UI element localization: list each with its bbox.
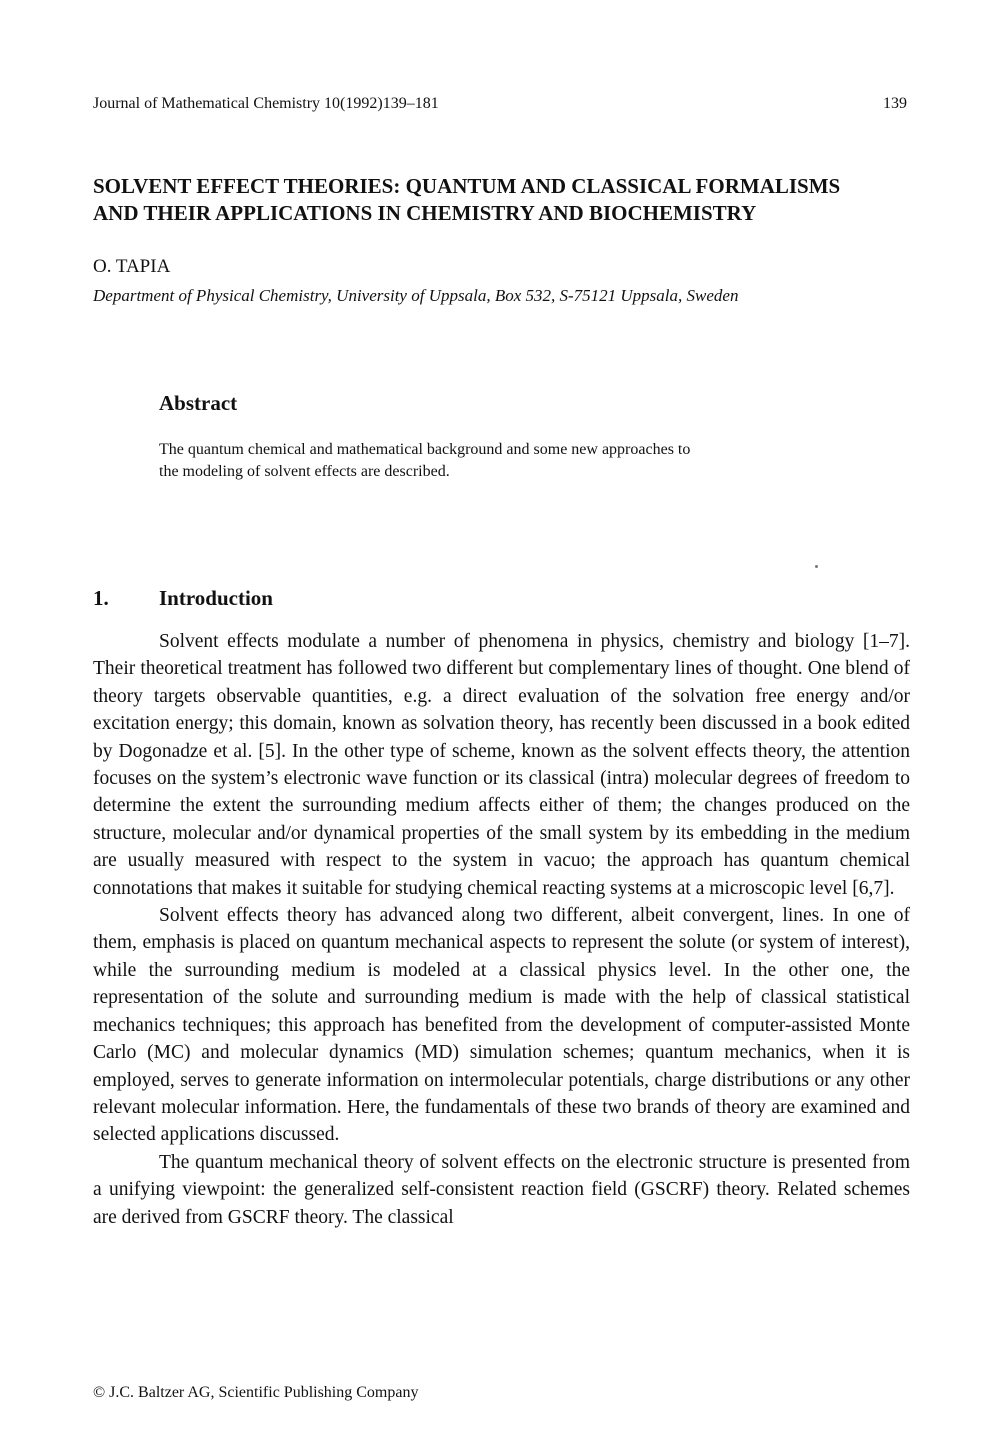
journal-citation: Journal of Mathematical Chemistry 10(1992)139–181 xyxy=(93,95,439,112)
abstract-heading: Abstract xyxy=(159,391,238,415)
author-affiliation: Department of Physical Chemistry, University of Uppsala, Box 532, S-75121 Uppsala, Sweden xyxy=(93,286,739,305)
running-head xyxy=(93,94,907,114)
section-heading xyxy=(93,585,273,611)
copyright-footer: © J.C. Baltzer AG, Scientific Publishing Company xyxy=(93,1384,419,1401)
article-title xyxy=(93,173,923,227)
body-paragraph: The quantum mechanical theory of solvent effects on the electronic structure is presented from a unifying viewpoint: the generalized self-consistent reaction field (GSCRF) theory. Related schemes are derived from GSCRF theory. The classical xyxy=(93,1151,910,1228)
abstract-text xyxy=(159,439,859,483)
abstract-line-2: the modeling of solvent effects are described. xyxy=(159,463,450,480)
author-name: O. TAPIA xyxy=(93,256,171,277)
body-paragraph: Solvent effects theory has advanced along two different, albeit convergent, lines. In one of them, emphasis is placed on quantum mechanical aspects to represent the solute (or system of interest), while the surrounding medium is modeled at a classical physics level. In the other one, the representation of the solute and surrounding medium is made with the help of classical statistical mechanics techniques; this approach has benefited from the development of computer-assisted Monte Carlo (MC) and molecular dynamics (MD) simulation schemes; quantum mechanics, when it is employed, serves to generate information on intermolecular potentials, charge distributions or any other relevant molecular information. Here, the fundamentals of these two brands of theory are examined and selected applications discussed. xyxy=(93,905,910,1146)
section-body xyxy=(93,628,910,1231)
section-number: 1. xyxy=(93,586,109,610)
title-line-1: SOLVENT EFFECT THEORIES: QUANTUM AND CLASSICAL FORMALISMS xyxy=(93,174,841,198)
title-line-2: AND THEIR APPLICATIONS IN CHEMISTRY AND BIOCHEMISTRY xyxy=(93,201,757,225)
section-title: Introduction xyxy=(159,586,273,610)
scan-speck xyxy=(815,565,818,568)
abstract-line-1: The quantum chemical and mathematical background and some new approaches to xyxy=(159,441,691,458)
page-number: 139 xyxy=(883,95,907,112)
body-paragraph: Solvent effects modulate a number of phenomena in physics, chemistry and biology [1–7]. Their theoretical treatment has followed two different but complementary lines of thought. One blend of theory targets observable quantities, e.g. a direct evaluation of the solvation free energy and/or excitation energy; this domain, known as solvation theory, has recently been discussed in a book edited by Dogonadze et al. [5]. In the other type of scheme, known as the solvent effects theory, the attention focuses on the system’s electronic wave function or its classical (intra) molecular degrees of freedom to determine the extent the surrounding medium affects either of them; the changes produced on the structure, molecular and/or dynamical properties of the small system by its embedding in the medium are usually measured with respect to the system in vacuo; the approach has quantum chemical connotations that makes it suitable for studying chemical reacting systems at a microscopic level [6,7]. xyxy=(93,631,910,899)
